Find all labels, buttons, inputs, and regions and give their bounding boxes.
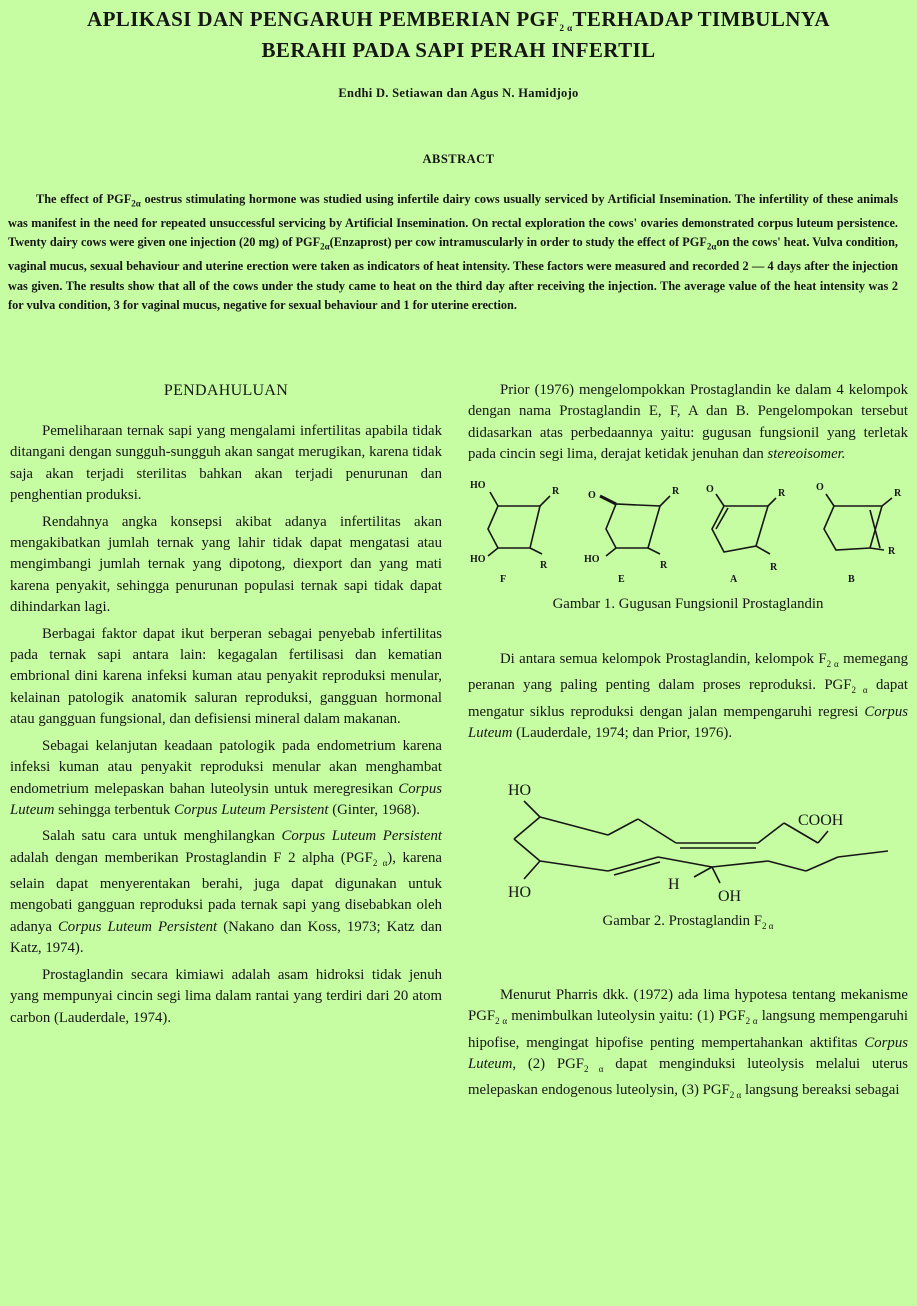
fig1-r-label: R — [540, 559, 548, 571]
fig1-label-a: A — [730, 573, 738, 585]
fig1-ho-label: HO — [584, 553, 600, 565]
fig1-r-label: R — [778, 487, 786, 499]
figure-2-caption: Gambar 2. Prostaglandin $F_{2 \alpha}$ — [602, 912, 774, 931]
fig1-o-label: O — [706, 483, 714, 495]
fig1-ho-label: HO — [470, 479, 486, 491]
article-title — [0, 8, 917, 61]
fig1-r-label: R — [660, 559, 668, 571]
figure-2-prostaglandin — [468, 771, 908, 911]
fig1-label-b: B — [848, 573, 855, 585]
fig2-cooh: COOH — [798, 811, 844, 829]
paragraph: Sebagai kelanjutan keadaan patologik pada endometrium karena infeksi kuman atau penyakit reproduksi menular akan menghambat endometrium melepaskan bahan luteolysin untuk meregresikan Corpus Luteum sehingga terbentuk Corpus Luteum Persistent (Ginter, 1968). — [10, 737, 442, 818]
fig1-r-label: R — [894, 487, 902, 499]
paragraph: Menurut Pharris dkk. (1972) ada lima hypotesa tentang mekanisme $PGF_{2 \alpha}$ menimbulkan luteolysin yaitu: (1) $PGF_{2 \alpha}$ langsung mempengaruhi hipofise, mengingat hipofise penting mempertahankan aktifitas Corpus Luteum, (2) $PGF_{2 \alpha}$ dapat menginduksi luteolysis melalui uterus melepaskan endogenous luteolysin, (3) $PGF_{2 \alpha}$ langsung bereaksi sebagai — [468, 986, 909, 1101]
fig1-o-label: O — [816, 481, 824, 493]
fig2-oh: OH — [718, 887, 742, 905]
paragraph: Pemeliharaan ternak sapi yang mengalami infertilitas apabila tidak ditangani dengan sungguh-sungguh akan sangat merugikan, karena tidak saja akan terjadi sterilitas bahkan akan terjadi penurunan dan penghentian produksi. — [10, 423, 442, 504]
figure-1-functional-groups — [468, 476, 908, 588]
fig2-ho-bottom: HO — [508, 883, 532, 901]
authors: Endhi D. Setiawan dan Agus N. Hamidjojo — [338, 86, 579, 100]
title-subscript: 2 α — [559, 23, 573, 34]
paragraph: Prostaglandin secara kimiawi adalah asam hidroksi tidak jenuh yang mempunyai cincin segi lima dalam rantai yang terdiri dari 20 atom carbon (Lauderdale, 1974). — [10, 966, 442, 1026]
fig1-r-label: R — [770, 561, 778, 573]
abstract-heading: ABSTRACT — [422, 152, 495, 166]
fig1-r-label: R — [552, 485, 560, 497]
figure-1-caption: Gambar 1. Gugusan Fungsionil Prostaglandin — [552, 595, 824, 612]
fig1-r-label: R — [672, 485, 680, 497]
paragraph: Rendahnya angka konsepsi akibat adanya infertilitas akan mengakibatkan jumlah ternak yang lahir tidak dapat mengatasi atau mengimbangi jumlah ternak yang dipotong, diexport dan yang mati karena penyakit, sehingga penurunan populasi ternak sapi tidak dapat dihindarkan lagi. — [10, 513, 442, 616]
abstract-text: The effect of $PGF_{2\alpha}$ oestrus stimulating hormone was studied using infertile dairy cows usually serviced by Artificial Insemination. The infertility of these animals was manifest in the need for repeated unsuccessful servicing by Artificial Insemination. On rectal exploration the cows' ovaries demonstrated corpus luteum persistence. Twenty dairy cows were given one injection (20 mg) of $PGF_{2\alpha}(Enzaprost)$ per cow intramuscularly in order to study the effect of $PGF_{2\alpha}on$ the cows' heat. Vulva condition, vaginal mucus, sexual behaviour and uterine erection were taken as indicators of heat intensity. These factors were measured and recorded 2 — 4 days after the injection was given. The results show that all of the cows under the study came to heat on the third day after receiving the injection. The average value of the heat intensity was 2 for vulva condition, 3 for vaginal mucus, negative for sexual behaviour and 1 for uterine erection. — [8, 192, 898, 312]
left-column — [10, 380, 442, 1034]
paragraph: Berbagai faktor dapat ikut berperan sebagai penyebab infertilitas pada ternak sapi antara lain: kegagalan fertilisasi dan kematian embrional dini karena infeksi kuman atau penyakit reproduksi menular, kelainan patologik anatomik saluran reproduksi, gangguan hormonal atau gangguan fungsional, dan defisiensi mineral dalam makanan. — [10, 625, 442, 728]
title-line-1: APLIKASI DAN PENGARUH PEMBERIAN $PGF_{2 \alpha}TERHADAP$ TIMBULNYA — [87, 7, 830, 34]
fig1-r-label: R — [888, 545, 896, 557]
section-heading: PENDAHULUAN — [163, 382, 289, 399]
fig1-label-e: E — [618, 573, 625, 585]
paragraph: Di antara semua kelompok Prostaglandin, kelompok $F_{2 \alpha}$ memegang peranan yang paling penting dalam proses reproduksi. $PGF_{2 \alpha}$ dapat mengatur siklus reproduksi dengan jalan mempengaruhi regresi Corpus Luteum (Lauderdale, 1974; dan Prior, 1976). — [468, 651, 908, 742]
fig1-label-f: F — [500, 573, 507, 585]
fig1-ho-label: HO — [470, 553, 486, 565]
paragraph: Salah satu cara untuk menghilangkan Corpus Luteum Persistent adalah dengan memberikan Prostaglandin F 2 alpha $(PGF_{2 \alpha})$, karena selain dapat menyerentakan berahi, juga dapat digunakan untuk mengobati gangguan reproduksi pada ternak sapi yang disebabkan oleh adanya Corpus Luteum Persistent (Nakano dan Koss, 1973; Katz dan Katz, 1974). — [10, 828, 442, 957]
fig2-ho-top: HO — [508, 781, 532, 799]
paragraph: Prior (1976) mengelompokkan Prostaglandin ke dalam 4 kelompok dengan nama Prostaglandin E, F, A dan B. Pengelompokan tersebut didasarkan atas perbedaannya yaitu: gugusan fungsionil yang terletak pada cincin segi lima, derajat ketidak jenuhan dan stereoisomer. — [468, 382, 908, 463]
title-line-2: BERAHI PADA SAPI PERAH INFERTIL — [261, 38, 656, 63]
fig2-h: H — [668, 875, 680, 893]
fig1-o-label: O — [588, 489, 596, 501]
right-column — [468, 380, 908, 1112]
